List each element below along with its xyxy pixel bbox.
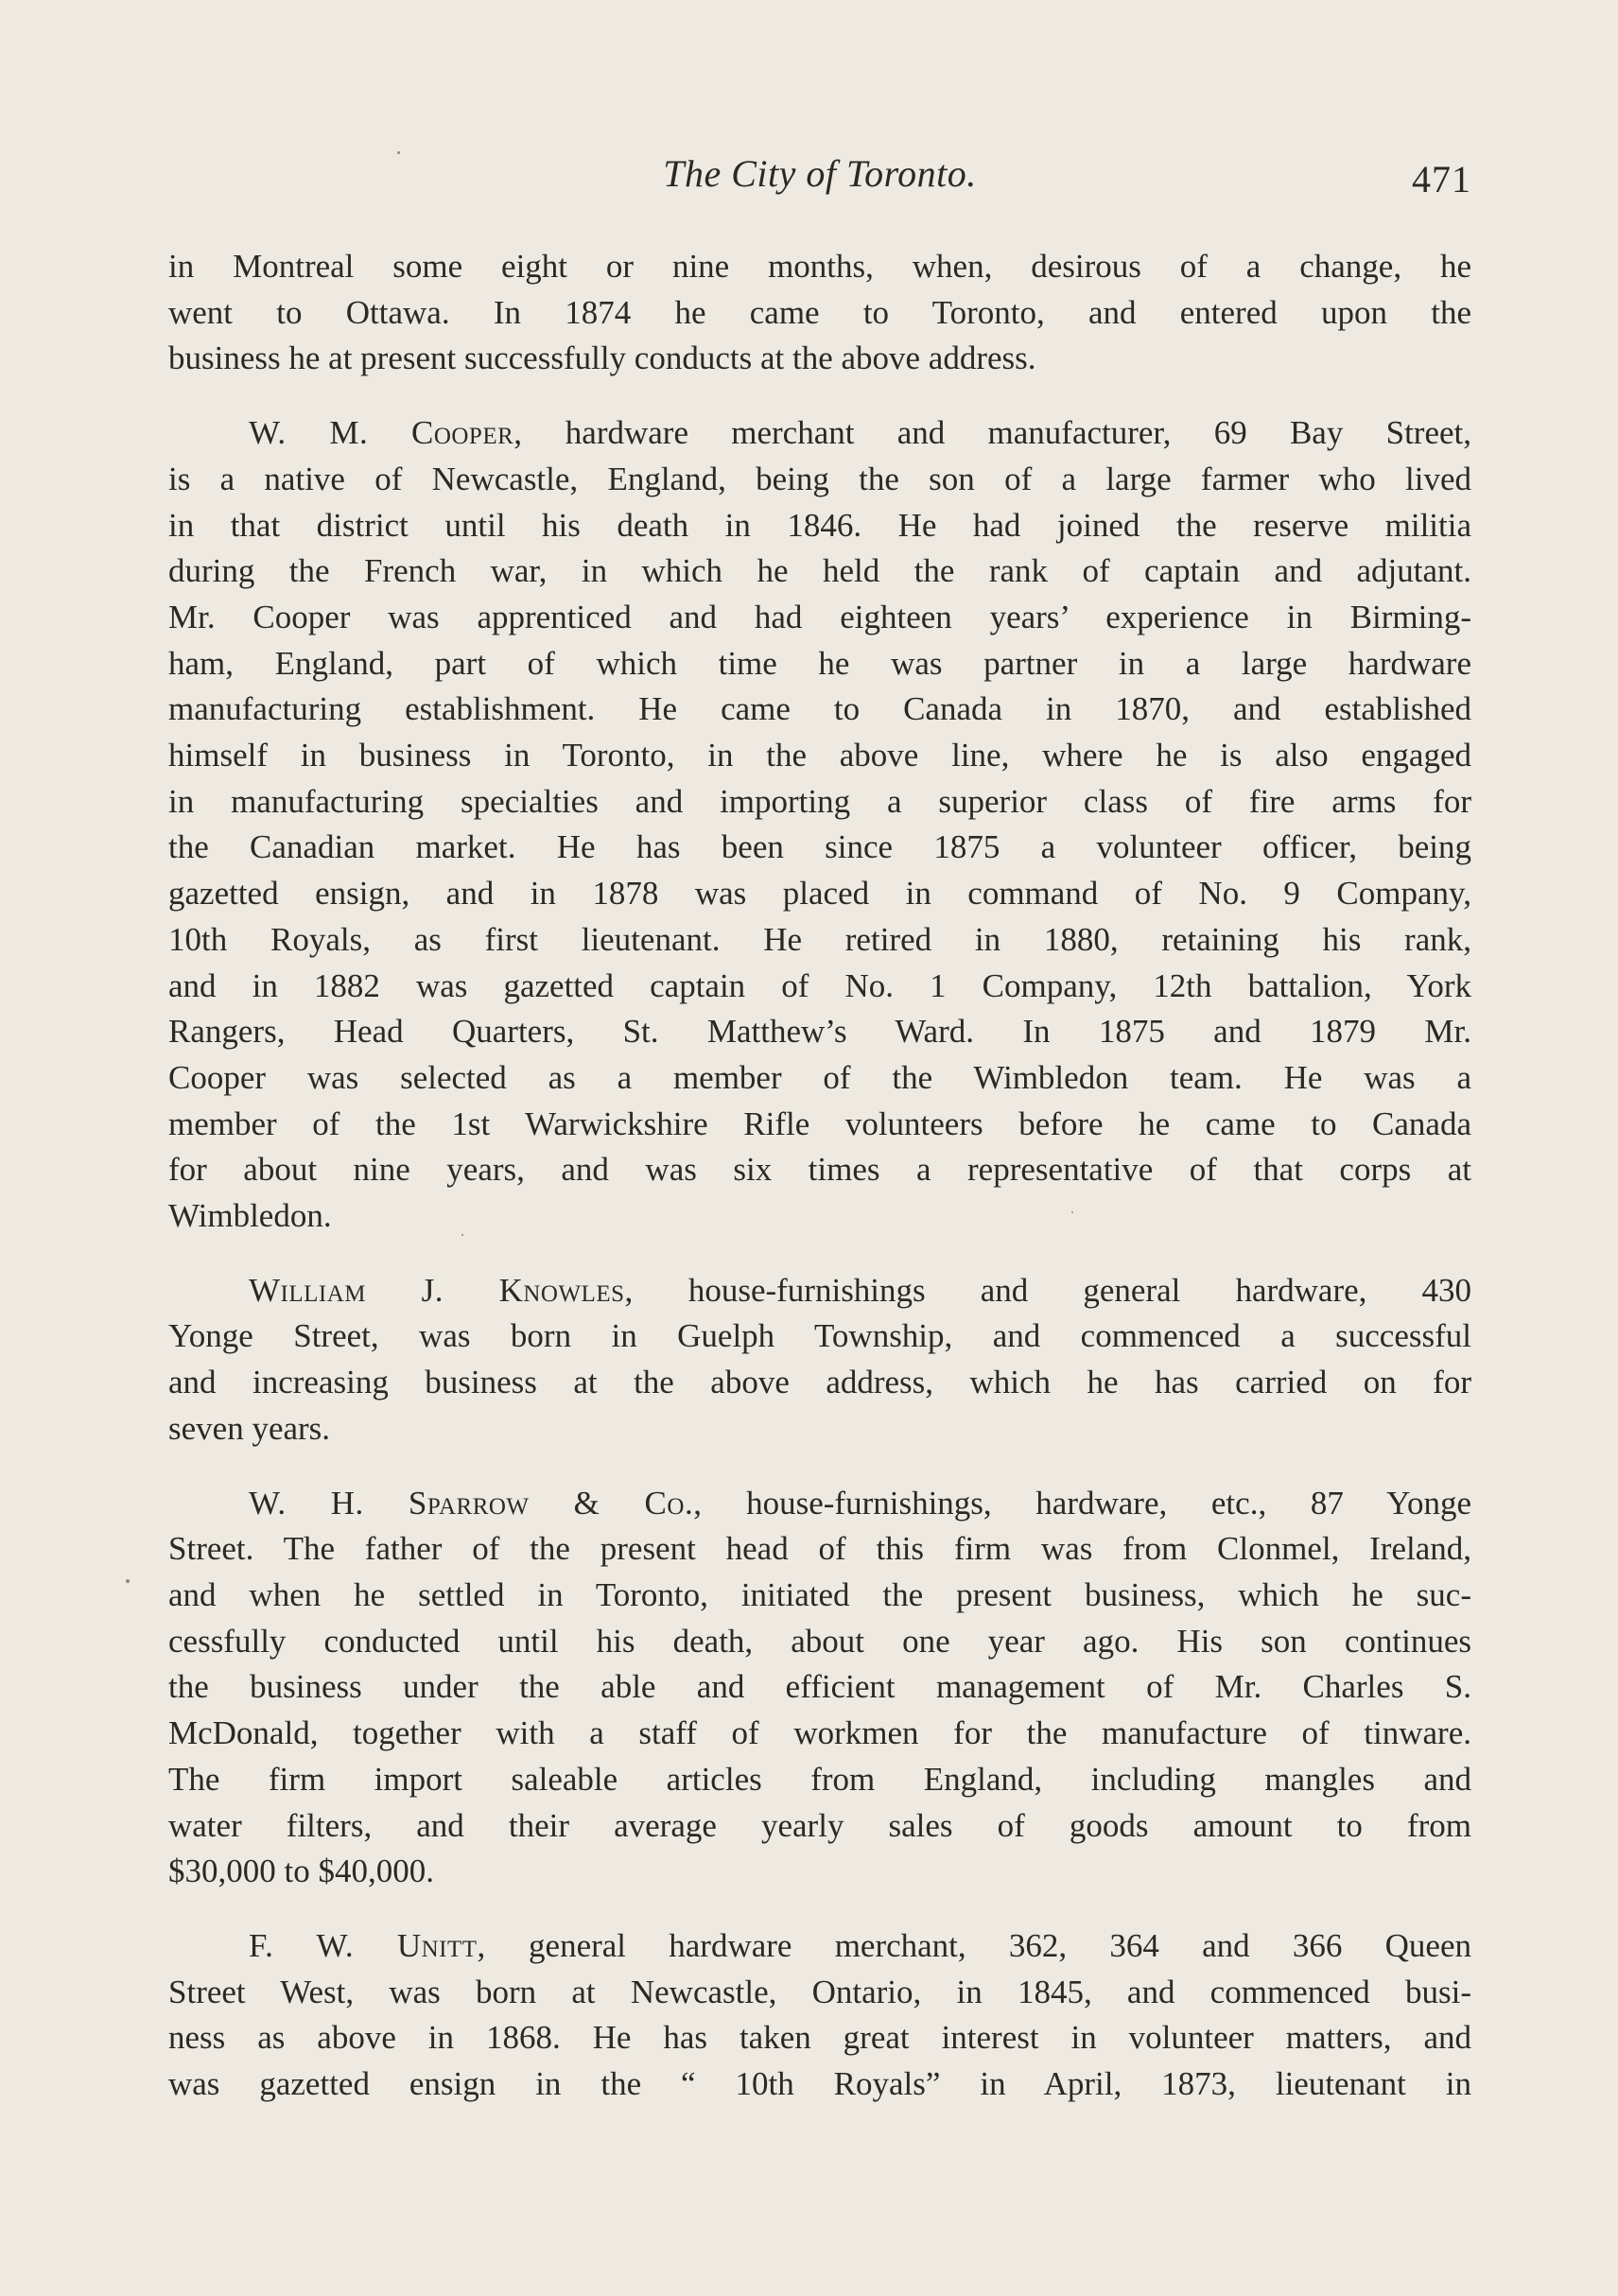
text-line: in Montreal some eight or nine months, when, desirous of a change, he xyxy=(168,248,1471,285)
entry-name: W. H. Sparrow & Co., xyxy=(249,1484,703,1522)
text-line: in that district until his death in 1846. He had joined the reserve militia xyxy=(168,506,1471,544)
entry-text: hardware merchant and manufacturer, 69 Bay Street, xyxy=(522,414,1471,452)
paper-speck xyxy=(397,151,400,154)
text-line: went to Ottawa. In 1874 he came to Toronto, and entered upon the xyxy=(168,293,1471,331)
text-line: is a native of Newcastle, England, being the son of a large farmer who lived xyxy=(168,460,1471,497)
text-line: Mr. Cooper was apprenticed and had eighteen years’ experience in Birming- xyxy=(168,598,1471,635)
text-line: the business under the able and efficient management of Mr. Charles S. xyxy=(168,1668,1471,1706)
text-line: cessfully conducted until his death, about one year ago. His son continues xyxy=(168,1622,1471,1660)
text-line: ham, England, part of which time he was partner in a large hardware xyxy=(168,644,1471,682)
text-line: Wimbledon. xyxy=(168,1197,332,1235)
text-line xyxy=(168,410,1471,457)
text-line: during the French war, in which he held the rank of captain and adjutant. xyxy=(168,552,1471,590)
text-line: in manufacturing specialties and importing a superior class of fire arms for xyxy=(168,782,1471,820)
text-line: gazetted ensign, and in 1878 was placed in command of No. 9 Company, xyxy=(168,875,1471,913)
text-line xyxy=(168,1481,1471,1527)
text-line: was gazetted ensign in the “ 10th Royals” in April, 1873, lieutenant in xyxy=(168,2065,1471,2103)
entry-text: house-furnishings and general hardware, 430 xyxy=(633,1271,1471,1309)
page-number: 471 xyxy=(1412,158,1471,200)
entry-text: house-furnishings, hardware, etc., 87 Yonge xyxy=(702,1484,1471,1522)
paper-speck xyxy=(126,1579,130,1583)
entry-text: general hardware merchant, 362, 364 and 366 Queen xyxy=(485,1926,1471,1964)
text-line: McDonald, together with a staff of workmen for the manufacture of tinware. xyxy=(168,1714,1471,1752)
text-line: member of the 1st Warwickshire Rifle volunteers before he came to Canada xyxy=(168,1105,1471,1142)
text-line: Yonge Street, was born in Guelph Township, and commenced a successful xyxy=(168,1317,1471,1355)
text-line: business he at present successfully conducts at the above address. xyxy=(168,339,1036,377)
text-line: for about nine years, and was six times a representative of that corps at xyxy=(168,1151,1471,1189)
paragraph-sparrow xyxy=(168,1481,1471,1895)
text-line: 10th Royals, as first lieutenant. He retired in 1880, retaining his rank, xyxy=(168,920,1471,958)
text-line: and when he settled in Toronto, initiated the present business, which he suc- xyxy=(168,1575,1471,1613)
text-line: and increasing business at the above address, which he has carried on for xyxy=(168,1364,1471,1401)
text-line: and in 1882 was gazetted captain of No. 1 Company, 12th battalion, York xyxy=(168,966,1471,1004)
text-line: Street West, was born at Newcastle, Ontario, in 1845, and commenced busi- xyxy=(168,1973,1471,2010)
entry-name: W. M. Cooper, xyxy=(249,414,523,452)
paper-speck xyxy=(1071,1211,1073,1213)
text-line: Street. The father of the present head of this firm was from Clonmel, Ireland, xyxy=(168,1530,1471,1568)
text-line: ness as above in 1868. He has taken great interest in volunteer matters, and xyxy=(168,2019,1471,2057)
paragraph-knowles xyxy=(168,1268,1471,1452)
text-line: manufacturing establishment. He came to Canada in 1870, and established xyxy=(168,690,1471,728)
text-line: Rangers, Head Quarters, St. Matthew’s Ward. In 1875 and 1879 Mr. xyxy=(168,1013,1471,1051)
text-line xyxy=(168,1923,1471,1970)
paragraph-unitt xyxy=(168,1923,1471,2108)
page-header xyxy=(168,151,1471,208)
text-line: water filters, and their average yearly sales of goods amount to from xyxy=(168,1806,1471,1844)
text-line: the Canadian market. He has been since 1875 a volunteer officer, being xyxy=(168,828,1471,866)
body-text xyxy=(168,244,1471,2108)
entry-name: F. W. Unitt, xyxy=(249,1926,486,1964)
text-line: seven years. xyxy=(168,1409,331,1447)
text-line xyxy=(168,1268,1471,1314)
paragraph-continuation xyxy=(168,244,1471,382)
paragraph-cooper xyxy=(168,410,1471,1240)
paper-speck xyxy=(461,1234,463,1236)
text-line: himself in business in Toronto, in the above line, where he is also engaged xyxy=(168,737,1471,774)
text-line: $30,000 to $40,000. xyxy=(168,1852,434,1890)
text-line: The firm import saleable articles from England, including mangles and xyxy=(168,1760,1471,1798)
running-title: The City of Toronto. xyxy=(663,152,977,195)
text-line: Cooper was selected as a member of the Wimbledon team. He was a xyxy=(168,1058,1471,1096)
entry-name: William J. Knowles, xyxy=(249,1271,634,1309)
